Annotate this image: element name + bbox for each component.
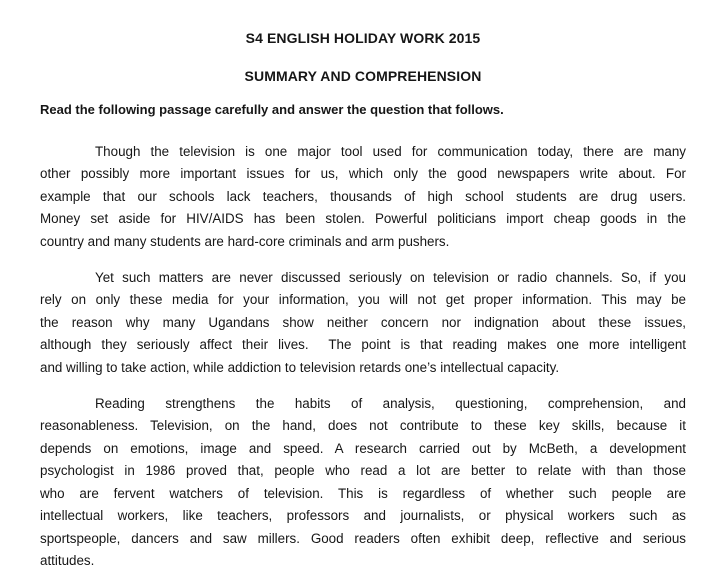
passage-line: Yet such matters are never discussed seriously on television or radio channels. So, if you [95, 270, 686, 286]
passage-line: rely on only these media for your information, you will not get proper information. This may be [40, 292, 686, 308]
passage-line: sportspeople, dancers and saw millers. Good readers often exhibit deep, reflective and serious [40, 530, 686, 546]
passage [40, 141, 686, 572]
passage-line: depends on emotions, image and speed. A research carried out by McBeth, a development [40, 440, 686, 456]
paragraph [40, 141, 686, 253]
passage-line: reasonableness. Television, on the hand, does not contribute to these key skills, because it [40, 418, 686, 434]
passage-line: intellectual workers, like teachers, professors and journalists, or physical workers such as [40, 508, 686, 524]
paragraph [40, 393, 686, 572]
passage-line: other possibly more important issues for us, which only the good newspapers write about. For [40, 166, 686, 182]
passage-line: Though the television is one major tool used for communication today, there are many [95, 144, 686, 159]
document-title: S4 ENGLISH HOLIDAY WORK 2015 [245, 30, 481, 46]
passage-line: attitudes. [40, 552, 95, 568]
paragraph [40, 267, 686, 379]
instruction-line: Read the following passage carefully and answer the question that follows. [40, 102, 504, 117]
passage-line: Money set aside for HIV/AIDS has been stolen. Powerful politicians import cheap goods in the [40, 211, 686, 227]
passage-line: psychologist in 1986 proved that, people who read a lot are better to relate with than those [40, 463, 686, 479]
passage-line: and willing to take action, while addiction to television retards one’s intellectual capacity. [40, 359, 560, 375]
document-subtitle: SUMMARY AND COMPREHENSION [244, 68, 482, 84]
passage-line: the reason why many Ugandans show neither concern nor indignation about these issues, [40, 314, 686, 330]
passage-line: Reading strengthens the habits of analysis, questioning, comprehension, and [95, 396, 686, 412]
passage-line: example that our schools lack teachers, thousands of high school students are drug users. [40, 188, 686, 204]
passage-line: country and many students are hard-core criminals and arm pushers. [40, 233, 450, 249]
passage-line: who are fervent watchers of television. This is regardless of whether such people are [40, 485, 686, 501]
passage-line: although they seriously affect their lives. The point is that reading makes one more intelligent [40, 337, 686, 353]
